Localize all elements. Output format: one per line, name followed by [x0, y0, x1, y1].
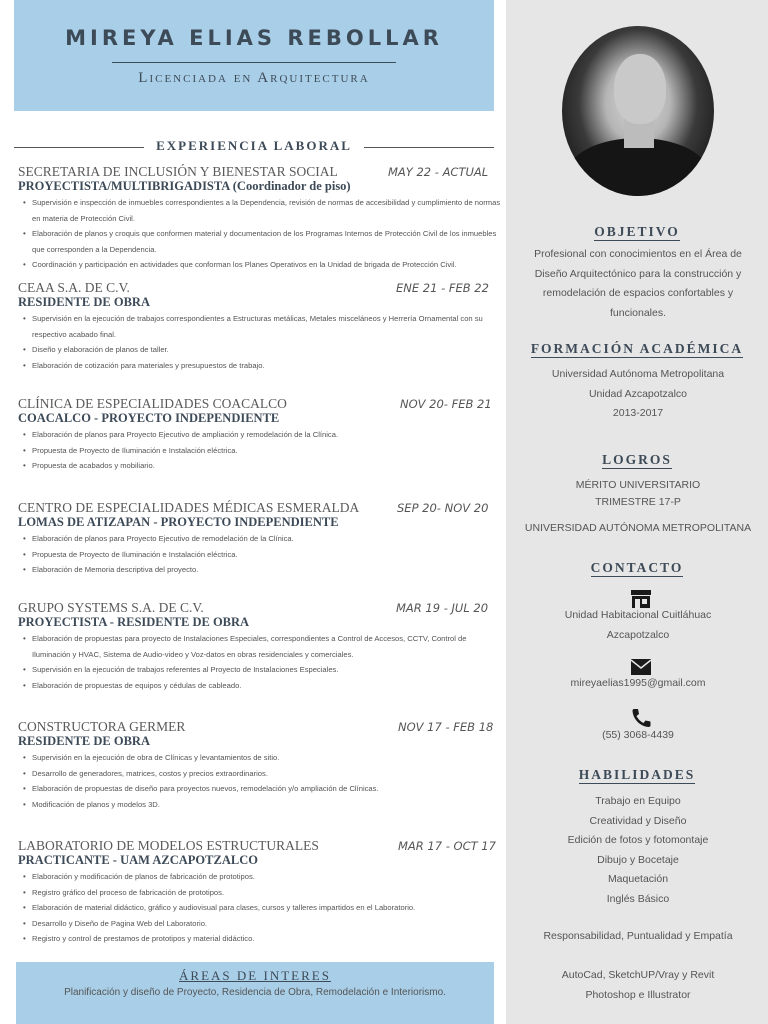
skill-item: Inglés Básico	[606, 892, 670, 905]
job-date: MAY 22 - ACTUAL	[388, 165, 489, 179]
experience-title: EXPERIENCIA LABORAL	[156, 138, 352, 153]
header	[14, 0, 494, 111]
job-bullet: • Supervisión en la ejecución de trabajos referentes al Proyecto de Instalaciones Especiales.	[32, 662, 502, 678]
job-bullet: • Supervisión en la ejecución de obra de Clínicas y levantamientos de sitio.	[32, 750, 502, 766]
job-bullet: • Elaboración de planos para Proyecto Ejecutivo de remodelación de la Clínica.	[32, 531, 502, 547]
job-entry	[18, 280, 502, 373]
job-company: LABORATORIO DE MODELOS ESTRUCTURALES	[18, 838, 319, 853]
job-bullets	[18, 195, 502, 273]
job-company: CLÍNICA DE ESPECIALIDADES COACALCO	[18, 396, 287, 411]
skills-list	[520, 792, 756, 909]
job-role: PROYECTISTA/MULTIBRIGADISTA (Coordinador de piso)	[18, 179, 351, 193]
job-company: SECRETARIA DE INCLUSIÓN Y BIENESTAR SOCIAL	[18, 164, 338, 179]
job-entry	[18, 719, 502, 812]
job-company: GRUPO SYSTEMS S.A. DE C.V.	[18, 600, 204, 615]
job-company: CONSTRUCTORA GERMER	[18, 719, 186, 734]
job-role: PROYECTISTA - RESIDENTE DE OBRA	[18, 615, 250, 629]
areas-title: ÁREAS DE INTERES	[179, 968, 331, 983]
job-bullet: • Supervisión en la ejecución de trabajos correspondientes a Estructuras metálicas, Metales misceláneos y Herrería Ornamental con su respectivo acabado final.	[32, 311, 502, 342]
candidate-subtitle: Licenciada en Arquitectura	[138, 70, 370, 86]
job-bullet: • Elaboración de cotización para materiales y presupuestos de trabajo.	[32, 358, 502, 374]
job-bullet: • Elaboración de propuestas de equipos y cédulas de cableado.	[32, 678, 502, 694]
job-bullets	[18, 869, 502, 947]
job-role: RESIDENTE DE OBRA	[18, 295, 150, 309]
job-bullet: • Propuesta de Proyecto de Iluminación e Instalación eléctrica.	[32, 547, 502, 563]
achievements-title: LOGROS	[602, 452, 672, 467]
candidate-name: MIREYA ELIAS REBOLLAR	[65, 26, 443, 50]
achievement-line: TRIMESTRE 17-P	[595, 496, 681, 508]
job-bullet: • Elaboración de Memoria descriptiva del proyecto.	[32, 562, 502, 578]
experience-heading	[14, 138, 494, 156]
job-date: NOV 20- FEB 21	[400, 397, 492, 411]
software-skills	[520, 966, 756, 1005]
education-lines	[520, 365, 756, 424]
job-entry	[18, 500, 502, 578]
job-bullet: • Supervisión e inspección de inmuebles correspondientes a la Dependencia, revisión de normas de accesibilidad y cumplimiento de normas en materia de Protección Civil.	[32, 195, 502, 226]
job-bullet: • Registro gráfico del proceso de fabricación de prototipos.	[32, 885, 502, 901]
job-bullet: • Elaboración de propuestas de diseño para proyectos nuevos, remodelación y/o ampliación de Clínicas.	[32, 781, 502, 797]
address-line: Unidad Habitacional Cuitláhuac	[564, 609, 712, 621]
objective-title: OBJETIVO	[594, 224, 680, 239]
areas-text: Planificación y diseño de Proyecto, Residencia de Obra, Remodelación e Interiorismo.	[64, 987, 446, 998]
job-role: RESIDENTE DE OBRA	[18, 734, 150, 748]
job-company: CEAA S.A. DE C.V.	[18, 280, 130, 295]
education-line: Unidad Azcapotzalco	[588, 387, 688, 400]
skill-item: Creatividad y Diseño	[589, 814, 687, 827]
soft-skills: Responsabilidad, Puntualidad y Empatía	[543, 930, 733, 942]
job-bullet: • Propuesta de acabados y mobiliario.	[32, 458, 502, 474]
address-line: Azcapotzalco	[606, 628, 670, 641]
photo-face	[614, 54, 666, 124]
job-entry	[18, 396, 502, 474]
education-title: FORMACIÓN ACADÉMICA	[530, 341, 744, 356]
job-date: ENE 21 - FEB 22	[396, 281, 489, 295]
contact-phone[interactable]: (55) 3068-4439	[602, 729, 674, 741]
job-bullet: • Propuesta de Proyecto de Iluminación e Instalación eléctrica.	[32, 443, 502, 459]
job-bullet: • Diseño y elaboración de planos de taller.	[32, 342, 502, 358]
job-entry	[18, 164, 502, 273]
objective-text: Profesional con conocimientos en el Área de Diseño Arquitectónico para la construcción y remodelación de espacios confortables y funcionales.	[534, 248, 742, 319]
contact-email[interactable]: mireyaelias1995@gmail.com	[570, 677, 706, 689]
job-bullets	[18, 750, 502, 812]
contact-title: CONTACTO	[590, 560, 684, 575]
heading-rule-right	[364, 147, 494, 148]
skill-item: Maquetación	[607, 873, 669, 885]
education-line: Universidad Autónoma Metropolitana	[551, 368, 725, 380]
skill-item: Dibujo y Bocetaje	[597, 853, 679, 866]
job-bullet: • Elaboración de planos y croquis que conformen material y documentacion de los Programas Internos de Protección Civil de los inmuebles que corresponden a la Dependencia.	[32, 226, 502, 257]
job-entry	[18, 838, 502, 947]
job-bullets	[18, 531, 502, 578]
phone-icon	[630, 708, 652, 728]
job-bullet: • Desarrollo y Diseño de Pagina Web del Laboratorio.	[32, 916, 502, 932]
software-line: Photoshop e Illustrator	[585, 988, 691, 1001]
job-bullets	[18, 311, 502, 373]
job-role: PRACTICANTE - UAM AZCAPOTZALCO	[18, 853, 258, 867]
profile-photo	[562, 26, 714, 196]
job-bullet: • Elaboración y modificación de planos de fabricación de prototipos.	[32, 869, 502, 885]
name-divider	[112, 62, 396, 63]
job-bullets	[18, 427, 502, 474]
job-bullet: • Desarrollo de generadores, matrices, costos y precios extraordinarios.	[32, 766, 502, 782]
areas-of-interest	[16, 962, 494, 1024]
job-date: NOV 17 - FEB 18	[398, 720, 494, 734]
achievement-line: UNIVERSIDAD AUTÓNOMA METROPOLITANA	[524, 522, 752, 534]
education-line: 2013-2017	[612, 407, 664, 419]
job-role: LOMAS DE ATIZAPAN - PROYECTO INDEPENDIENTE	[18, 515, 339, 529]
job-company: CENTRO DE ESPECIALIDADES MÉDICAS ESMERALDA	[18, 500, 360, 515]
achievement-line: MÉRITO UNIVERSITARIO	[575, 479, 701, 491]
job-date: MAR 19 - JUL 20	[396, 601, 489, 615]
skill-item: Edición de fotos y fotomontaje	[567, 834, 709, 846]
job-bullet: • Elaboración de planos para Proyecto Ejecutivo de ampliación y remodelación de la Clínica.	[32, 427, 502, 443]
job-role: COACALCO - PROYECTO INDEPENDIENTE	[18, 411, 280, 425]
skill-item: Trabajo en Equipo	[595, 795, 681, 807]
contact-address	[520, 606, 756, 645]
job-bullet: • Registro y control de prestamos de prototipos y material didáctico.	[32, 931, 502, 947]
job-bullet: • Modificación de planos y modelos 3D.	[32, 797, 502, 813]
job-date: SEP 20- NOV 20	[397, 501, 489, 515]
achievements-lines	[520, 477, 756, 537]
job-bullets	[18, 631, 502, 693]
software-line: AutoCad, SketchUP/Vray y Revit	[561, 969, 715, 981]
skills-title: HABILIDADES	[578, 767, 696, 782]
job-bullet: • Elaboración de propuestas para proyecto de Instalaciones Especiales, correspondientes a Control de Accesos, CCTV, Control de Iluminación y HVAC, Sistema de Audio-video y Voz-datos en obras residenciales y comerciales.	[32, 631, 502, 662]
job-date: MAR 17 - OCT 17	[398, 839, 496, 853]
job-bullet: • Coordinación y participación en actividades que conforman los Planes Operativos en la Unidad de brigada de Protección Civil.	[32, 257, 502, 273]
job-bullet: • Elaboración de material didáctico, gráfico y audiovisual para clases, cursos y talleres impartidos en el Laboratorio.	[32, 900, 502, 916]
job-entry	[18, 600, 502, 693]
